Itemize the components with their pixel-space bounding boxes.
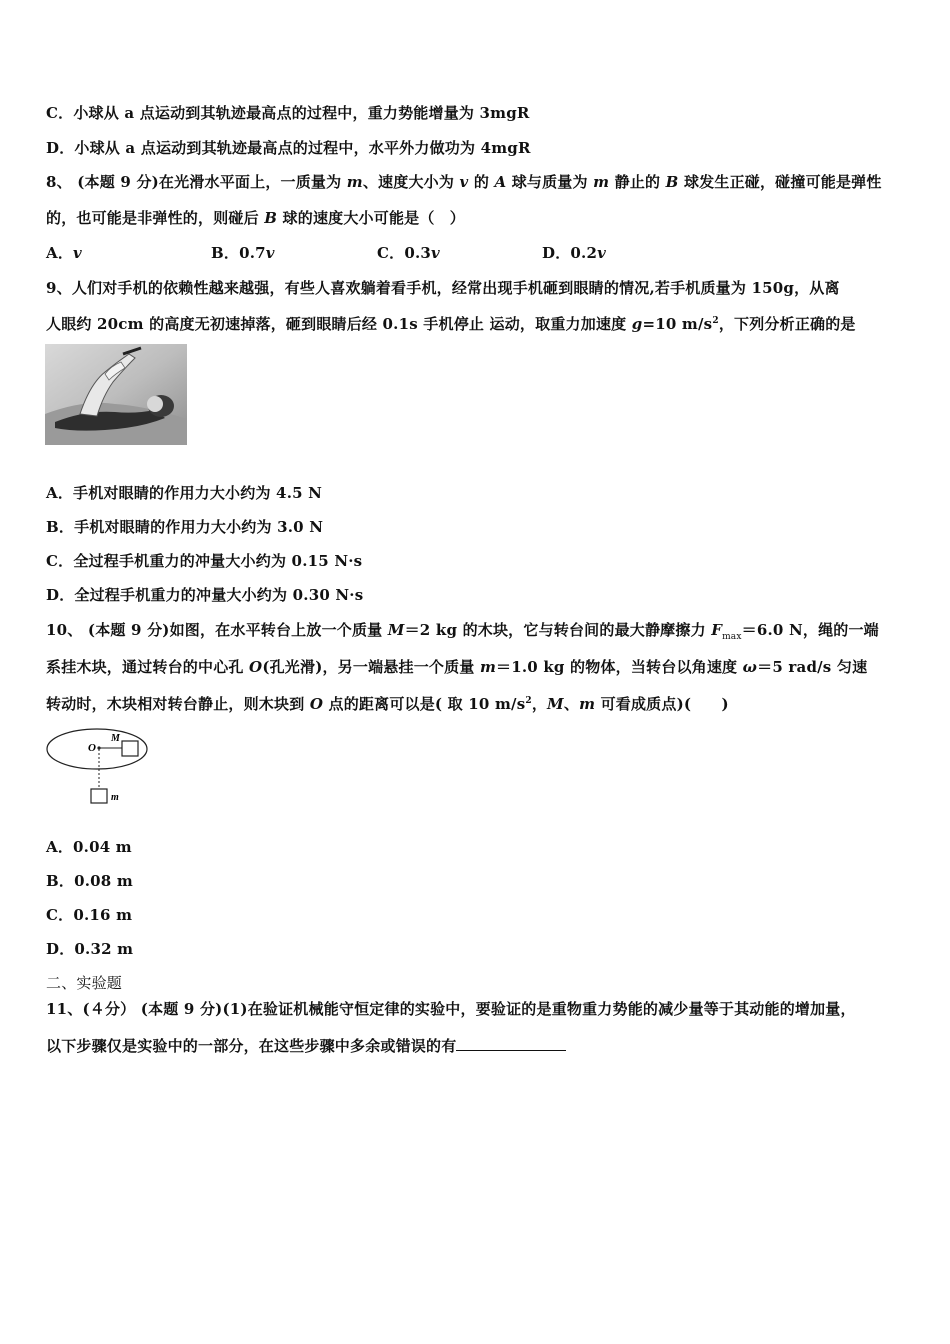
q10-option-d: D．0.32 m (46, 940, 134, 958)
option-d-prev: D．小球从 a 点运动到其轨迹最高点的过程中，水平外力做功为 4mgR (46, 139, 531, 157)
q9-text-line1: 9、人们对手机的依赖性越来越强，有些人喜欢躺着看手机，经常出现手机砸到眼睛的情况,若手机质量为 150g，从离 (46, 279, 840, 297)
q9-option-a: A．手机对眼睛的作用力大小约为 4.5 N (46, 484, 323, 502)
q9-option-d: D．全过程手机重力的冲量大小约为 0.30 N·s (46, 586, 364, 604)
q9-photo-person-phone (45, 344, 187, 445)
block-m (91, 789, 107, 803)
q10-text-line3: 转动时，木块相对转台静止，则木块到 O 点的距离可以是( 取 10 $m/s^2$，M、m 可看成质点)( ) (46, 695, 729, 713)
option-c-prev: C．小球从 a 点运动到其轨迹最高点的过程中，重力势能增量为 3mgR (46, 104, 530, 122)
label-M: M (111, 733, 120, 744)
q8-text-line2: 的，也可能是非弹性的，则碰后 B 球的速度大小可能是（ ） (46, 209, 465, 227)
q10-option-c: C．0.16 m (46, 906, 133, 924)
q8-option-b: B．0.7v (211, 244, 275, 262)
q10-turntable-diagram (44, 727, 154, 809)
q8-text-line1: 8、 (本题 9 分)在光滑水平面上，一质量为 m、速度大小为 v 的 A 球与质量为 m 静止的 B 球发生正碰，碰撞可能是弹性 (46, 173, 882, 191)
q11-text-line2: 以下步骤仅是实验中的一部分，在这些步骤中多余或错误的有 (46, 1035, 566, 1056)
q9-option-c: C．全过程手机重力的冲量大小约为 0.15 N·s (46, 552, 363, 570)
answer-blank[interactable] (456, 1036, 566, 1051)
q8-option-a: A．v (46, 244, 82, 262)
block-M (122, 741, 138, 756)
q8-option-d: D．0.2v (542, 244, 607, 262)
q11-text-line1: 11、(４分） (本题 9 分)(1)在验证机械能守恒定律的实验中，要验证的是重物重力势能的减少量等于其动能的增加量， (46, 1000, 856, 1018)
q9-text-line2: 人眼约 20cm 的高度无初速掉落，砸到眼睛后经 0.1s 手机停止 运动，取重力加速度 g=10 $m/s^2$，下列分析正确的是 (46, 315, 856, 333)
q10-option-b: B．0.08 m (46, 872, 133, 890)
q8-options (46, 242, 606, 263)
q10-option-a: A．0.04 m (46, 838, 132, 856)
label-O: O (88, 742, 96, 754)
q8-option-c: C．0.3v (377, 244, 440, 262)
section-heading: 二、实验题 (46, 974, 123, 992)
q10-text-line1: 10、 (本题 9 分)如图，在水平转台上放一个质量 M＝2 kg 的木块，它与转台间的最大静摩擦力 $F_{max}=6.0$ N，绳的一端 (46, 621, 879, 642)
q10-text-line2: 系挂木块，通过转台的中心孔 O(孔光滑)，另一端悬挂一个质量 m＝1.0 kg 的物体，当转台以角速度 ω＝5 rad/s 匀速 (46, 658, 868, 676)
label-m: m (111, 792, 119, 803)
q9-option-b: B．手机对眼睛的作用力大小约为 3.0 N (46, 518, 324, 536)
